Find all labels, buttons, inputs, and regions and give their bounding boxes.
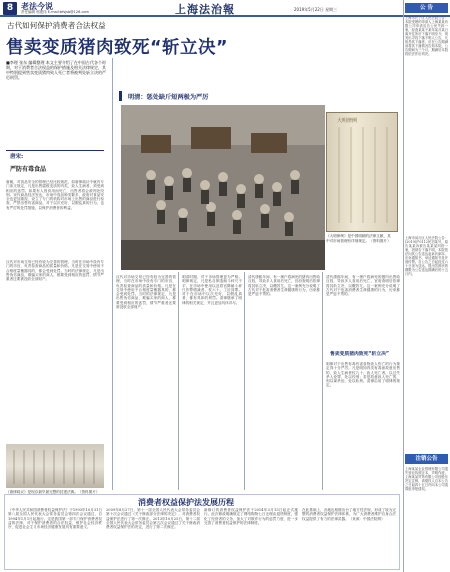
notice-text-1: 上海市长宁区人民法院公告：本院受理的申请人上海某某有限公司申请宣告公民失踪一案，经查某某于某年某月某日离开住所后下落不明至今，现发出寻找下落不明人公告，凡知悉其下落者，应在公告期满前将其下落情况告知本院。公告期间为三个月，期满后本院将依法作出判决。 [405,16,448,56]
side-section-label: 唐宋: [10,154,24,160]
column-1-text: 唐朝，对食品安全的管理已经比较规范，如唐律疏议中就有专门条文规定，凡是出售腐败变质的肉类，致人生病者，须受到相应的惩罚。如果有人因食用而死亡，出售者将会被判处绞刑。宋代商品经济发达，市场中食品种类繁多，政府对食品安全也更加重视，设立了专门的机构对市场上出售的商品进行检查，严禁出售有害商品。对于以次充好、以假乱真的行为，也有严厉的处罚措施，以保护消费者的利益。 [6,180,104,210]
main-photo-market-diorama [121,105,325,270]
cancellation-notice-heading: 注销公告 [405,454,448,464]
column-divider [244,272,245,490]
column-divider [322,272,323,490]
section-badge: 8 [3,2,17,15]
editor-line: 责任编辑 邢建伟 E-mail:bfsjsb@126.com [21,10,89,14]
side-section-title: 严防有毒食品 [10,166,47,173]
column-5-heading: 售卖变质猪肉致死“斩立决” [330,352,390,357]
law-code-scroll-image [326,112,398,232]
column-4-text: 清代康熙年间，有一屠户将病死的猪肉出售给百姓，导致多人食用后死亡，官府查明后依律将其斩立决，以儆效尤。这一案例充分说明了古代对于危害消费者生命健康的行为，历来都是严惩不贷的。 [248,275,320,297]
article-subhead: 明清：惩处缺斤短两极为严厉 [128,94,209,101]
column-divider [112,58,113,490]
scroll-title: 大明律例 [337,118,358,124]
subhead-marker [119,91,122,101]
section-name: 老法今说 [21,2,53,11]
left-photo-caption: 《唐律疏议》是现存最早最完整的封建法典。（资料图片） [6,490,100,494]
history-column-4: 在此基础上，各地也相继出台了地方性法规，形成了较为完整的消费者权益保护法律体系，为广大消费者维护自身合法权益提供了有力的法律武器。（来源：中国法院网） [302,508,396,521]
history-box-title: 消费者权益保护法发展历程 [138,498,234,507]
article-headline: 售卖变质猪肉致死“斩立决” [6,38,229,58]
notice-heading: 公 告 [405,3,448,13]
column-1-text-cont: 汉代对市场交易已经有较为完善的管理，当时在市场中设有专门的市官，负责检查商品的质量和价格。凡是在交易中使用不合格度量衡器具的，都会受到处罚。当时的法律规定，凡是出售伪劣商品，欺骗买家的商人，都要受到相应的惩罚，情节严重者还要被没收全部财产。 [6,260,104,282]
column-5-text: 明律对于出售有毒有害食物致人伤亡的行为规定得十分严厉。凡是明知肉类有毒而故意出售的，致人生病者杖九十；致人死亡者，以过失杀人论罪，处以绞刑；若是故意致人死亡的，则以谋杀论，处以斩刑。清律沿用了明律的规定。 [326,362,400,388]
history-column-1: 《中华人民共和国消费者权益保护法》于1993年10月31日第八届全国人民代表大会常务委员会第四次会议通过，自1994年1月1日起施行。这是我国第一部专门保护消费者权益的法律，对于保护消费者的合法权益，维护社会经济秩序，促进社会主义市场经济健康发展具有重要意义。 [8,508,102,530]
column-3-text: 明清时期，对于市场管理更为严格。明律规定，凡是私自制造斛斗秤尺不平，在市场中使用以及将官降斛斗秤尺作弊增减者，杖六十。工匠同罪。对于在市场中以次充好，以假乱真者，都有具体的刑罚。清律继承了明律的相关规定，并且更加具体详尽。 [182,275,242,305]
history-column-2: 2009年8月27日，第十一届全国人民代表大会常务委员会第十次会议通过《关于修改部分法律的决定》，对消费者权益保护法进行了第一次修正。2013年10月25日，第十二届全国人民代表大会常务委员会第五次会议通过了关于修改消费者权益保护法的决定，进行了第二次修正。 [106,508,200,530]
issue-date: 2019年5月22日 星期三 [294,7,338,12]
newspaper-masthead: 上海法治報 [175,3,235,16]
column-5-text-top: 清代康熙年间，有一屠户将病死的猪肉出售给百姓，导致多人食用后死亡，官府查明后依律将其斩立决，以儆效尤。这一案例充分说明了古代对于危害消费者生命健康的行为，历来都是严惩不贷的。 [326,275,400,297]
column-2-text: 汉代对市场交易已经有较为完善的管理，当时在市场中设有专门的市官，负责检查商品的质量和价格。凡是在交易中使用不合格度量衡器具的，都会受到处罚。当时的法律规定，凡是出售伪劣商品，欺骗买家的商人，都要受到相应的惩罚，情节严重者还要被没收全部财产。 [116,275,176,310]
article-kicker: 古代如何保护消费者合法权益 [7,21,106,30]
column-divider [178,272,179,490]
lead-paragraph: ■李理 张东 编辑整理 本文主要介绍了在中国古代各个时期，对于消费者合法权益的保护措施及相关法律规定，其中特别提到售卖变质猪肉致人死亡者将被判处斩立决的严厉刑罚。 [6,60,106,80]
notice-text-3: 上海某某企业管理有限公司遗失营业执照正本，声明作废。上海某某贸易有限公司经股东决定注销，请债权人自本公告之日起四十五日内向本公司清算组申报债权。 [405,467,448,491]
notice-text-2: 上海市闵行区人民法院公告：(2019)沪0112民初某号，原告某某诉被告某某某纠纷一案，因被告下落不明，本院依法向其公告送达起诉状副本、应诉通知书、举证通知书及开庭传票。自公告之日起经过六十日视为送达，提出答辩状的期限为公告送达期满后的十五日内。 [405,236,448,276]
main-photo-caption: 《大明律例》是中国明朝的法律文献，其中对市场管理有详细规定。（资料图片） [326,234,391,243]
history-column-3: 新修订的消费者权益保护法于2014年3月15日起正式施行。此次修改明确规定了网络购物七日无理由退货制度，强化了经营者的义务，加大了对欺诈行为的惩罚力度，进一步完善了消费者权益保护的法律制度。 [204,508,298,525]
tang-code-book-photo [6,444,104,488]
